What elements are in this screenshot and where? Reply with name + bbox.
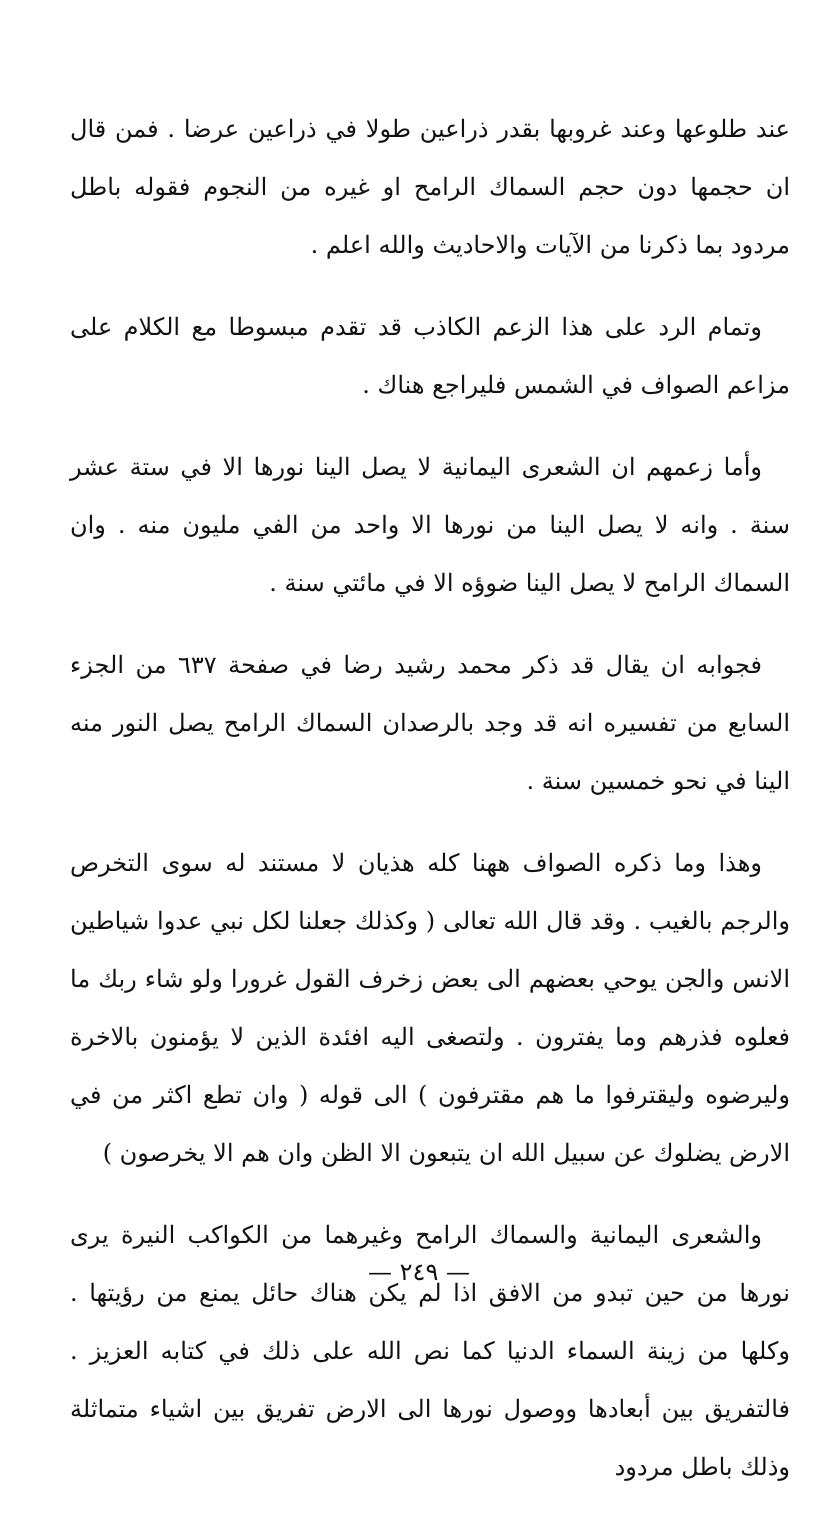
page-number: — ٢٤٩ — — [368, 1258, 470, 1286]
paragraph-3: وأما زعمهم ان الشعرى اليمانية لا يصل الينا نورها الا في ستة عشر سنة . وانه لا يصل الينا من نورها الا واحد من الفي مليون منه . وان السماك الرامح لا يصل الينا ضوؤه الا في مائتي سنة . — [70, 453, 790, 597]
body-text — [70, 100, 790, 1520]
paragraph-6: والشعرى اليمانية والسماك الرامح وغيرهما من الكواكب النيرة يرى نورها من حين تبدو من الافق اذا لم يكن هناك حائل يمنع من رؤيتها . وكلها من زينة السماء الدنيا كما نص الله على ذلك في كتابه العزيز . فالتفريق بين أبعادها ووصول نورها الى الارض تفريق بين اشياء متماثلة وذلك باطل مردود — [70, 1221, 791, 1481]
paragraph-4: فجوابه ان يقال قد ذكر محمد رشيد رضا في صفحة ٦٣٧ من الجزء السابع من تفسيره انه قد وجد بالرصدان السماك الرامح يصل النور منه الينا في نحو خمسين سنة . — [70, 651, 790, 795]
paragraph-1: عند طلوعها وعند غروبها بقدر ذراعين طولا في ذراعين عرضا . فمن قال ان حجمها دون حجم السماك الرامح او غيره من النجوم فقوله باطل مردود بما ذكرنا من الآيات والاحاديث والله اعلم . — [70, 115, 790, 259]
paragraph-2: وتمام الرد على هذا الزعم الكاذب قد تقدم مبسوطا مع الكلام على مزاعم الصواف في الشمس فليراجع هناك . — [70, 313, 790, 399]
paragraph-5: وهذا وما ذكره الصواف ههنا كله هذيان لا مستند له سوى التخرص والرجم بالغيب . وقد قال الله تعالى ( وكذلك جعلنا لكل نبي عدوا شياطين الانس والجن يوحي بعضهم الى بعض زخرف القول غرورا ولو شاء ربك ما فعلوه فذرهم وما يفترون . ولتصغى اليه افئدة الذين لا يؤمنون بالاخرة وليرضوه وليقترفوا ما هم مقترفون ) الى قوله ( وان تطع اكثر من في الارض يضلوك عن سبيل الله ان يتبعون الا الظن وان هم الا يخرصون ) — [70, 849, 790, 1167]
